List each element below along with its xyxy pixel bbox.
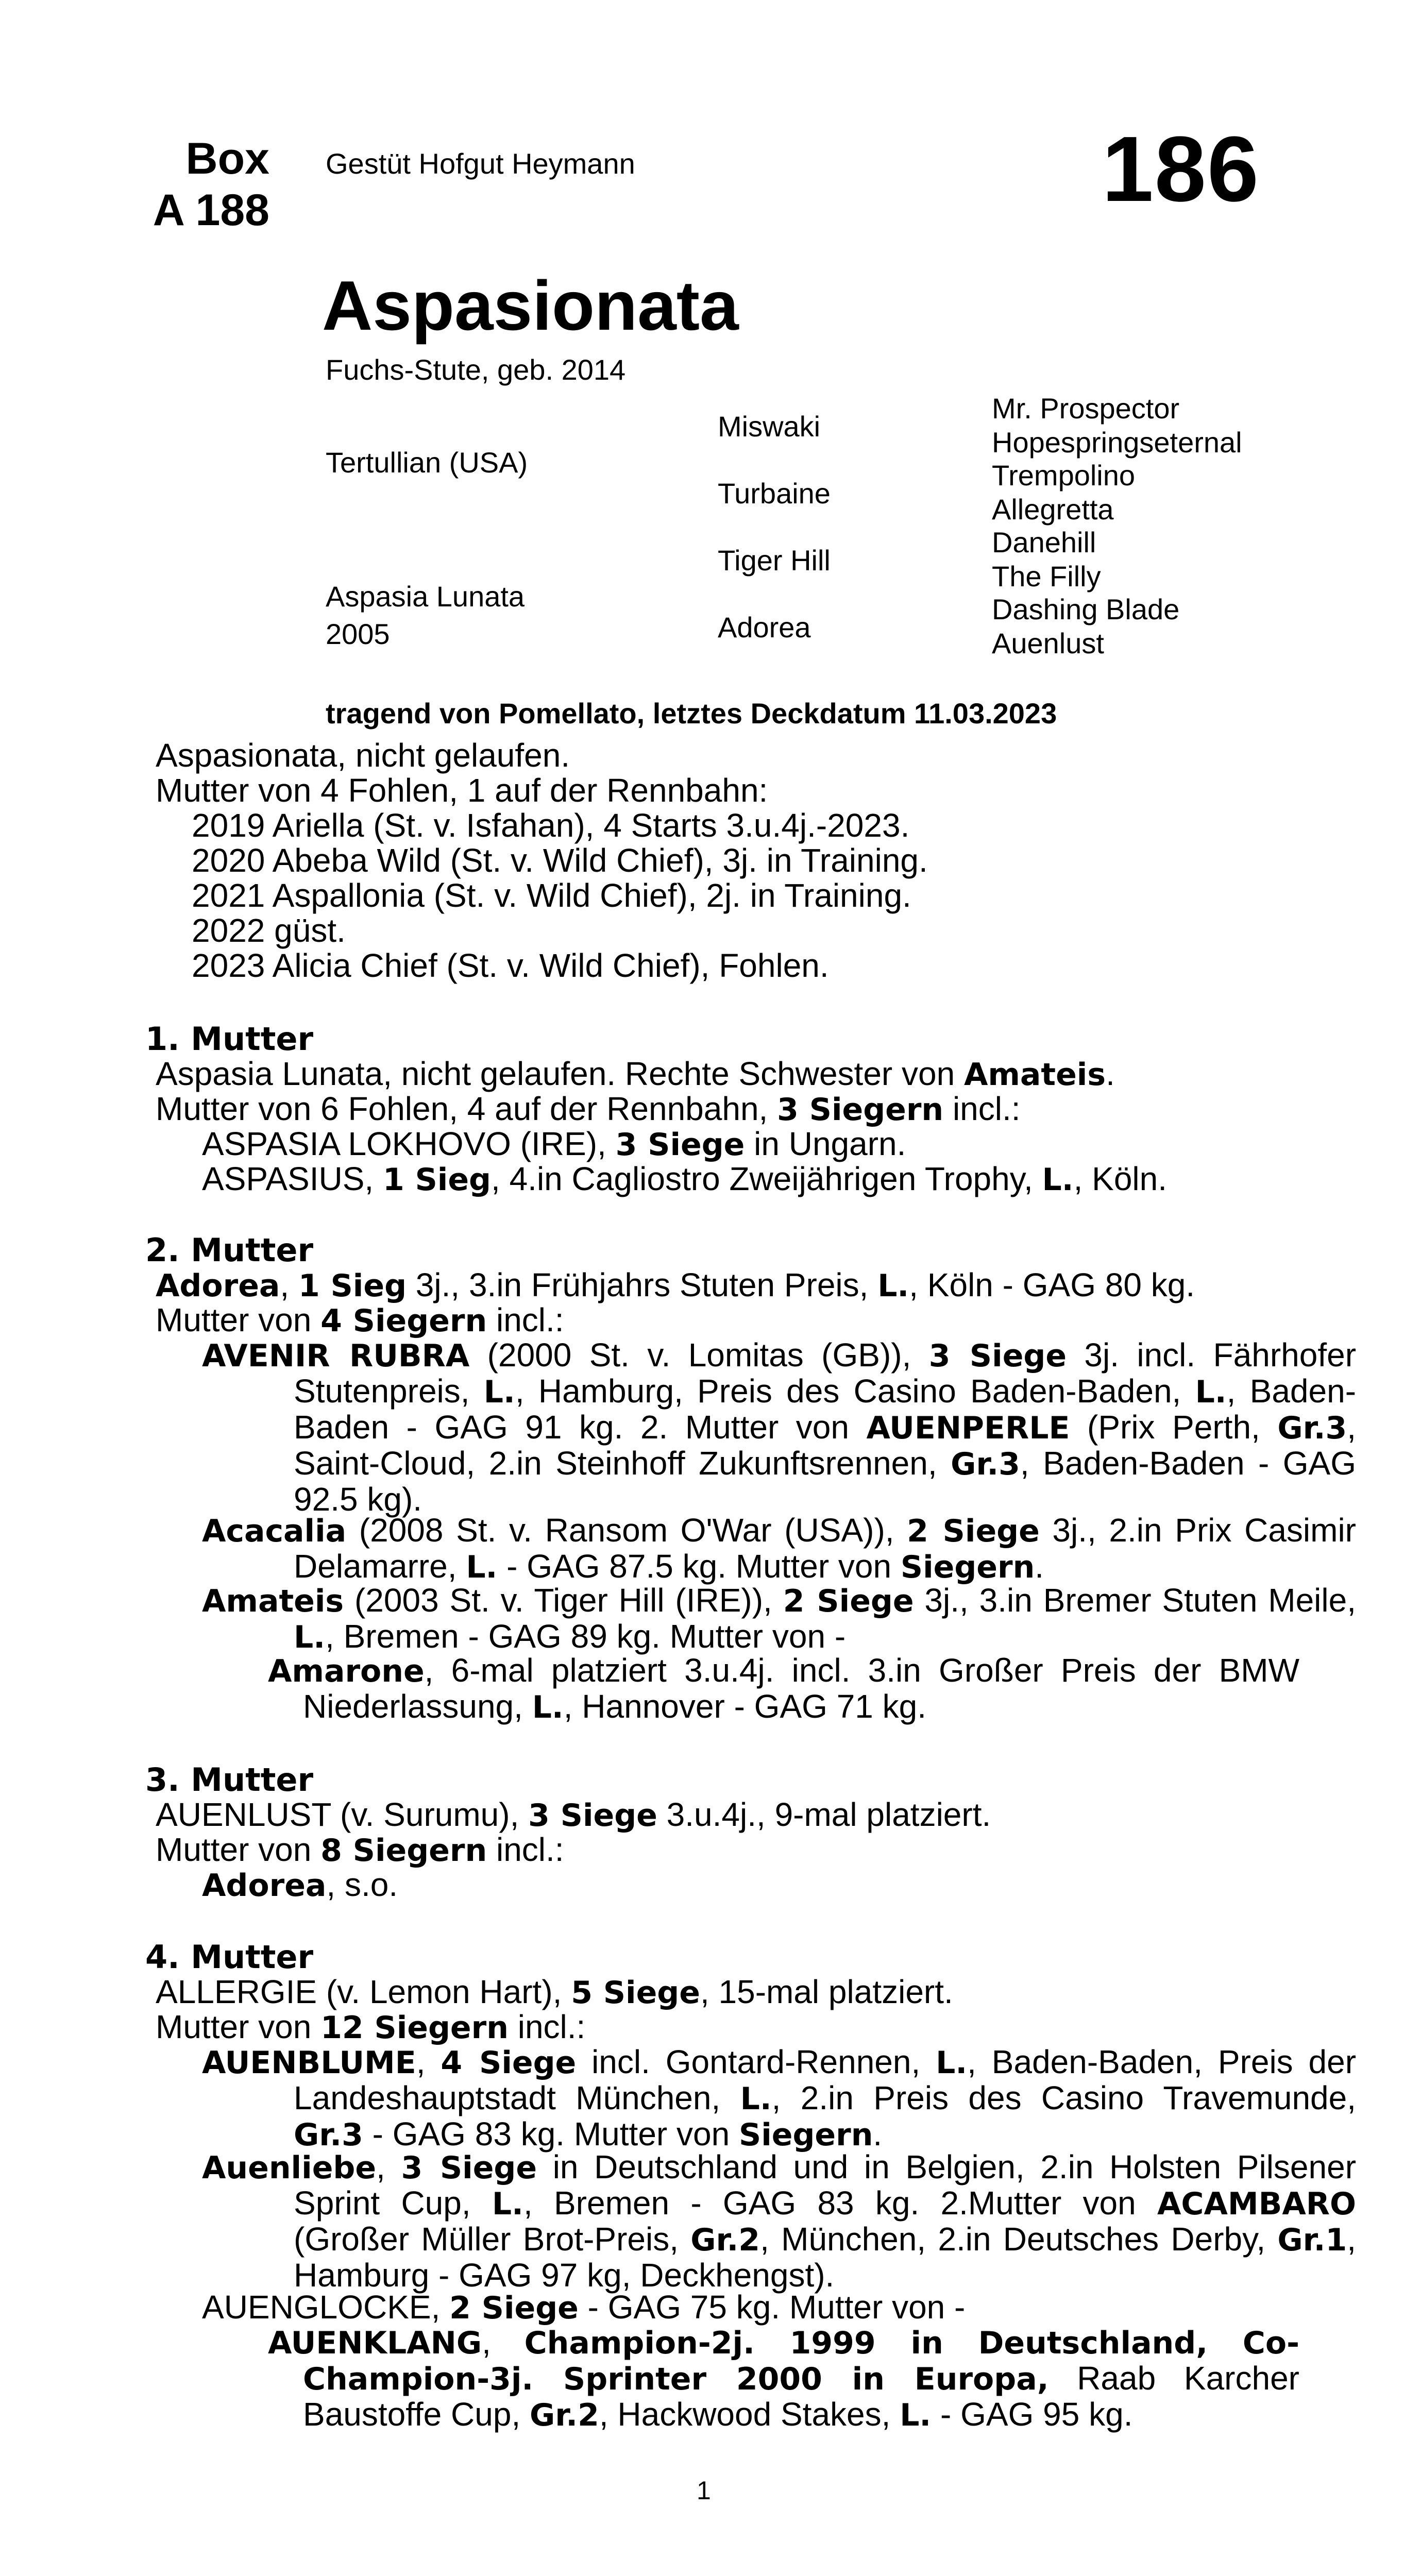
dam-line: Mutter von 4 Siegern incl.: (156, 1301, 564, 1339)
dam-line: Mutter von 6 Fohlen, 4 auf der Rennbahn, 3 Siegern incl.: (156, 1090, 1021, 1128)
foal-entry: 2019 Ariella (St. v. Isfahan), 4 Starts 3.u.4j.-2023. (192, 807, 910, 844)
pedigree-great-grandparent: Trempolino (992, 459, 1136, 492)
pedigree-grandparent: Tiger Hill (718, 544, 831, 577)
dam-offspring: AUENGLOCKE, 2 Siege - GAG 75 kg. Mutter von - (202, 2289, 966, 2326)
pedigree-grandparent: Adorea (718, 611, 811, 643)
dam-line: ALLERGIE (v. Lemon Hart), 5 Siege, 15-mal platziert. (156, 1973, 953, 2011)
dam-line: Adorea, 1 Sieg 3j., 3.in Frühjahrs Stuten Preis, L., Köln - GAG 80 kg. (156, 1266, 1195, 1304)
dam-grand-offspring: AUENKLANG, Champion-2j. 1999 in Deutschland, Co-Champion-3j. Sprinter 2000 in Europa, Raab Karcher Baustoffe Cup, Gr.2, Hackwood Stakes, L. - GAG 95 kg. (268, 2324, 1299, 2433)
box-label: Box A 188 (153, 134, 269, 235)
foal-entry: 2021 Aspallonia (St. v. Wild Chief), 2j. in Training. (192, 877, 911, 914)
dam-offspring: AVENIR RUBRA (2000 St. v. Lomitas (GB)), 3 Siege 3j. incl. Fährhofer Stutenpreis, L., Hamburg, Preis des Casino Baden-Baden, L., Baden-Baden - GAG 91 kg. 2. Mutter von AUENPERLE (Prix Perth, Gr.3, Saint-Cloud, 2.in Steinhoff Zukunftsrennen, Gr.3, Baden-Baden - GAG 92.5 kg). (202, 1336, 1357, 1518)
dam-line: Mutter von 8 Siegern incl.: (156, 1831, 564, 1869)
section-heading-dam-2: 2. Mutter (145, 1231, 314, 1269)
pedigree-great-grandparent: Dashing Blade (992, 593, 1180, 625)
pedigree-great-grandparent: Auenlust (992, 627, 1104, 659)
foal-entry: 2023 Alicia Chief (St. v. Wild Chief), Fohlen. (192, 947, 829, 984)
foal-entry: 2022 güst. (192, 912, 346, 949)
dam-offspring: AUENBLUME, 4 Siege incl. Gontard-Rennen, L., Baden-Baden, Preis der Landeshauptstadt München, L., 2.in Preis des Casino Travemunde, Gr.3 - GAG 83 kg. Mutter von Siegern. (202, 2043, 1357, 2153)
pedigree-dam: Aspasia Lunata (326, 580, 525, 613)
section-heading-dam-1: 1. Mutter (145, 1020, 314, 1058)
pedigree-dam-year: 2005 (326, 618, 390, 650)
dam-offspring: Auenliebe, 3 Siege in Deutschland und in Belgien, 2.in Holsten Pilsener Sprint Cup, L., Bremen - GAG 83 kg. 2.Mutter von ACAMBARO (Großer Müller Brot-Preis, Gr.2, München, 2.in Deutsches Derby, Gr.1, Hamburg - GAG 97 kg, Deckhengst). (202, 2148, 1356, 2294)
horse-description: Fuchs-Stute, geb. 2014 (326, 353, 626, 386)
dam-offspring: Acacalia (2008 St. v. Ransom O'War (USA)), 2 Siege 3j., 2.in Prix Casimir Delamarre, L. - GAG 87.5 kg. Mutter von Siegern. (202, 1512, 1356, 1585)
pedigree-sire: Tertullian (USA) (326, 446, 528, 479)
pedigree-great-grandparent: Hopespringseternal (992, 426, 1242, 459)
dam-line: Aspasia Lunata, nicht gelaufen. Rechte Schwester von Amateis. (156, 1055, 1115, 1093)
pedigree-great-grandparent: Mr. Prospector (992, 392, 1180, 425)
pedigree-grandparent: Miswaki (718, 410, 821, 443)
pedigree-grandparent: Turbaine (718, 477, 831, 510)
dam-offspring: ASPASIA LOKHOVO (IRE), 3 Siege in Ungarn. (202, 1125, 906, 1163)
page-number: 1 (697, 2476, 711, 2505)
pedigree-great-grandparent: Allegretta (992, 493, 1114, 526)
produce-line: Mutter von 4 Fohlen, 1 auf der Rennbahn: (156, 772, 768, 809)
horse-name: Aspasionata (322, 266, 739, 345)
dam-offspring: ASPASIUS, 1 Sieg, 4.in Cagliostro Zweijährigen Trophy, L., Köln. (202, 1160, 1167, 1198)
pedigree-great-grandparent: Danehill (992, 526, 1096, 558)
dam-line: AUENLUST (v. Surumu), 3 Siege 3.u.4j., 9-mal platziert. (156, 1796, 991, 1834)
dam-grand-offspring: Amarone, 6-mal platziert 3.u.4j. incl. 3.in Großer Preis der BMW Niederlassung, L., Hannover - GAG 71 kg. (268, 1652, 1299, 1725)
foal-entry: 2020 Abeba Wild (St. v. Wild Chief), 3j. in Training. (192, 842, 928, 879)
lot-number: 186 (1102, 117, 1260, 221)
breeder-name: Gestüt Hofgut Heymann (326, 147, 635, 180)
dam-line: Mutter von 12 Siegern incl.: (156, 2008, 586, 2046)
dam-offspring: Amateis (2003 St. v. Tiger Hill (IRE)), 2 Siege 3j., 3.in Bremer Stuten Meile, L., Bremen - GAG 89 kg. Mutter von - (202, 1582, 1356, 1655)
dam-offspring: Adorea, s.o. (202, 1866, 398, 1904)
section-heading-dam-4: 4. Mutter (145, 1938, 314, 1976)
pedigree-great-grandparent: The Filly (992, 560, 1101, 592)
pregnancy-note: tragend von Pomellato, letztes Deckdatum 11.03.2023 (326, 697, 1057, 730)
produce-line: Aspasionata, nicht gelaufen. (156, 737, 570, 774)
section-heading-dam-3: 3. Mutter (145, 1761, 314, 1799)
